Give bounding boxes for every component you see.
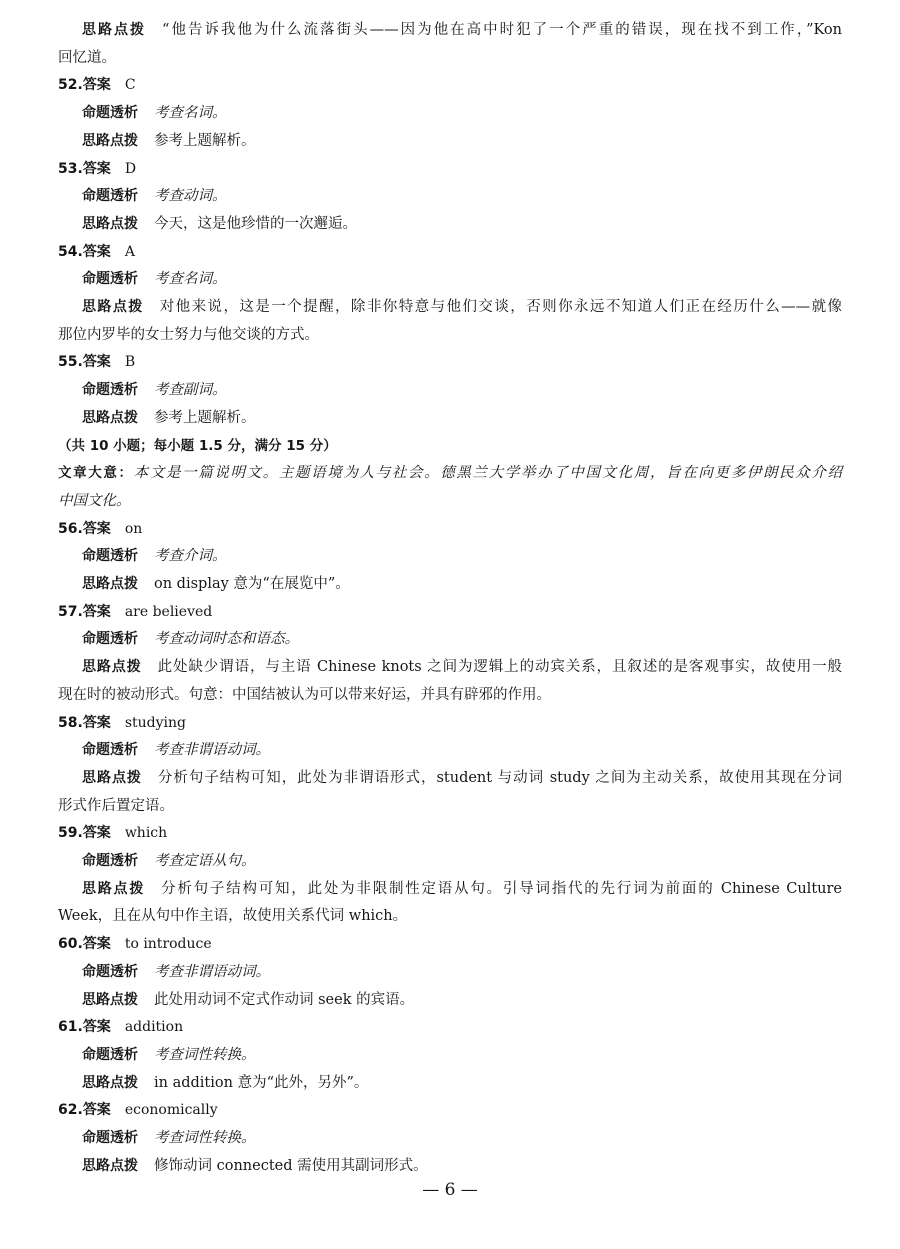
- continuation-line: [58, 904, 842, 928]
- summary-continuation-row: [0, 489, 900, 513]
- answer-row: [0, 932, 900, 956]
- hint-row: [0, 129, 900, 153]
- explanation-line: [82, 18, 842, 42]
- question-number: 58.: [58, 714, 83, 731]
- answer-label: 答案: [82, 714, 111, 731]
- hint-row: [0, 1071, 900, 1095]
- row-label: 思路点拨: [82, 215, 138, 232]
- answer-heading: [58, 821, 167, 845]
- analysis-row: [0, 1043, 900, 1067]
- hint-row: [0, 295, 900, 319]
- row-text: 参考上题解析。: [154, 132, 256, 149]
- continuation-text: 现在时的被动形式。句意：中国结被认为可以带来好运，并具有辟邪的作用。: [58, 686, 551, 703]
- row-label: 命题透析: [82, 548, 138, 565]
- section-heading-text: （共 10 小题；每小题 1.5 分，满分 15 分）: [58, 437, 337, 454]
- answer-value: addition: [124, 1019, 184, 1036]
- question-number: 53.: [58, 160, 83, 177]
- explanation-line: [82, 406, 842, 430]
- answer-label: 答案: [82, 354, 111, 371]
- row-label: 命题透析: [82, 382, 138, 399]
- question-number: 52.: [58, 77, 83, 94]
- continuation-line: [58, 683, 842, 707]
- analysis-row: [0, 184, 900, 208]
- explanation-line: [82, 378, 842, 402]
- continuation-text: 那位内罗毕的女士努力与他交谈的方式。: [58, 326, 319, 343]
- continuation-text: 回忆道。: [58, 49, 116, 66]
- answer-row: [0, 517, 900, 541]
- hint-row: [0, 212, 900, 236]
- explanation-line: [82, 544, 842, 568]
- answer-value: B: [124, 354, 136, 371]
- row-text: “他告诉我他为什么流落街头——因为他在高中时犯了一个严重的错误，现在找不到工作，”Kon: [162, 22, 842, 38]
- answer-row: [0, 350, 900, 374]
- question-number: 61.: [58, 1019, 83, 1036]
- row-text: 此处用动词不定式作动词 seek 的宾语。: [154, 991, 415, 1008]
- answer-heading: [58, 157, 136, 181]
- answer-heading: [58, 517, 142, 541]
- page-number: — 6 —: [422, 1180, 478, 1200]
- explanation-line: [82, 1043, 842, 1067]
- continuation-row: [0, 683, 900, 707]
- row-label: 命题透析: [82, 271, 138, 288]
- explanation-line: [82, 184, 842, 208]
- answer-heading: [58, 73, 136, 97]
- answer-label: 答案: [82, 825, 111, 842]
- hint-row: [0, 1154, 900, 1178]
- row-label: 思路点拨: [82, 1074, 138, 1091]
- row-text: 考查名词。: [154, 105, 227, 122]
- summary-row: [0, 461, 900, 485]
- row-text: on display 意为“在展览中”。: [154, 576, 350, 592]
- hint-row: [0, 406, 900, 430]
- answer-heading: [58, 350, 135, 374]
- hint-row: [0, 766, 900, 790]
- explanation-line: [82, 1126, 842, 1150]
- hint-row: [0, 988, 900, 1012]
- row-label: 命题透析: [82, 853, 138, 869]
- row-text: 此处缺少谓语，与主语 Chinese knots 之间为逻辑上的动宾关系，且叙述的是客观事实，故使用一般: [157, 659, 842, 676]
- summary-text: 本文是一篇说明文。主题语境为人与社会。德黑兰大学举办了中国文化周，旨在向更多伊朗民众介绍: [133, 465, 843, 482]
- continuation-row: [0, 794, 900, 818]
- answer-label: 答案: [82, 160, 111, 177]
- continuation-text: Week，且在从句中作主语，故使用关系代词 which。: [58, 908, 408, 925]
- answer-value: economically: [124, 1102, 218, 1119]
- explanation-line: [82, 129, 842, 153]
- analysis-row: [0, 849, 900, 873]
- hint-row: [0, 18, 900, 42]
- answer-label: 答案: [82, 936, 111, 953]
- explanation-line: [82, 766, 842, 790]
- row-label: 思路点拨: [82, 22, 147, 38]
- hint-row: [0, 655, 900, 679]
- continuation-line: [58, 323, 842, 347]
- question-number: 54.: [58, 243, 83, 260]
- answer-value: are believed: [124, 603, 213, 620]
- answer-row: [0, 821, 900, 845]
- explanation-line: [82, 849, 842, 873]
- summary-line: [58, 461, 842, 485]
- explanation-line: [82, 627, 842, 651]
- question-number: 62.: [58, 1102, 83, 1119]
- row-label: 思路点拨: [82, 576, 138, 592]
- answer-row: [0, 1015, 900, 1039]
- answer-label: 答案: [82, 77, 111, 94]
- row-text: 考查副词。: [154, 382, 227, 399]
- row-label: 思路点拨: [82, 1157, 138, 1174]
- answer-heading: [58, 600, 212, 624]
- analysis-row: [0, 101, 900, 125]
- answer-row: [0, 711, 900, 735]
- section-heading-row: [0, 434, 900, 458]
- row-label: 思路点拨: [82, 769, 142, 786]
- explanation-line: [82, 295, 842, 319]
- continuation-line: [58, 46, 842, 70]
- continuation-row: [0, 46, 900, 70]
- continuation-text: 形式作后置定语。: [58, 797, 174, 814]
- answer-heading: [58, 1098, 218, 1122]
- answer-value: which: [124, 825, 168, 842]
- answer-heading: [58, 1015, 183, 1039]
- answer-heading: [58, 240, 135, 264]
- analysis-row: [0, 1126, 900, 1150]
- row-text: 考查词性转换。: [154, 1046, 256, 1063]
- row-text: 考查非谓语动词。: [154, 742, 270, 759]
- question-number: 59.: [58, 825, 83, 842]
- continuation-row: [0, 323, 900, 347]
- explanation-line: [82, 988, 842, 1012]
- explanation-line: [82, 572, 842, 596]
- answer-heading: [58, 711, 186, 735]
- row-label: 思路点拨: [82, 132, 138, 149]
- answer-row: [0, 157, 900, 181]
- answer-row: [0, 73, 900, 97]
- row-label: 命题透析: [82, 631, 138, 648]
- row-text: 考查定语从句。: [154, 853, 256, 869]
- row-text: 分析句子结构可知，此处为非限制性定语从句。引导词指代的先行词为前面的 Chinese Culture: [161, 880, 842, 897]
- hint-row: [0, 572, 900, 596]
- summary-label: 文章大意：: [58, 465, 134, 482]
- row-text: 考查非谓语动词。: [154, 963, 270, 980]
- answer-label: 答案: [82, 243, 111, 260]
- analysis-row: [0, 378, 900, 402]
- continuation-row: [0, 904, 900, 928]
- answer-label: 答案: [82, 1102, 111, 1119]
- summary-continuation-text: 中国文化。: [58, 492, 131, 509]
- answer-row: [0, 1098, 900, 1122]
- question-number: 60.: [58, 936, 83, 953]
- analysis-row: [0, 544, 900, 568]
- analysis-row: [0, 267, 900, 291]
- analysis-row: [0, 627, 900, 651]
- explanation-line: [82, 738, 842, 762]
- answer-label: 答案: [82, 1019, 111, 1036]
- row-label: 命题透析: [82, 188, 138, 205]
- row-text: 考查动词。: [154, 188, 227, 205]
- row-text: 考查词性转换。: [154, 1130, 256, 1146]
- explanation-line: [82, 960, 842, 984]
- answer-label: 答案: [82, 520, 111, 537]
- answer-row: [0, 240, 900, 264]
- row-text: 考查介词。: [154, 548, 227, 565]
- row-text: 考查名词。: [154, 271, 227, 288]
- analysis-row: [0, 738, 900, 762]
- explanation-line: [82, 212, 842, 236]
- row-label: 思路点拨: [82, 880, 146, 897]
- answer-value: on: [124, 520, 143, 537]
- answer-value: to introduce: [124, 936, 212, 953]
- row-label: 思路点拨: [82, 659, 142, 676]
- answer-value: C: [124, 77, 136, 94]
- row-label: 思路点拨: [82, 409, 138, 426]
- row-text: 今天，这是他珍惜的一次邂逅。: [154, 215, 357, 232]
- analysis-row: [0, 960, 900, 984]
- answer-label: 答案: [82, 603, 111, 620]
- answer-value: D: [124, 160, 137, 177]
- row-label: 命题透析: [82, 105, 138, 122]
- question-number: 57.: [58, 603, 83, 620]
- explanation-line: [82, 267, 842, 291]
- question-number: 55.: [58, 354, 83, 371]
- row-label: 命题透析: [82, 742, 138, 759]
- answer-value: A: [124, 243, 135, 260]
- row-label: 命题透析: [82, 1130, 138, 1146]
- answer-heading: [58, 932, 212, 956]
- section-heading: [58, 434, 842, 458]
- row-text: 修饰动词 connected 需使用其副词形式。: [154, 1157, 428, 1174]
- answer-row: [0, 600, 900, 624]
- continuation-line: [58, 794, 842, 818]
- row-text: 对他来说，这是一个提醒，除非你特意与他们交谈，否则你永远不知道人们正在经历什么——就像: [159, 299, 842, 315]
- answer-value: studying: [124, 714, 186, 731]
- row-text: in addition 意为“此外，另外”。: [154, 1074, 369, 1091]
- row-label: 思路点拨: [82, 299, 144, 315]
- row-label: 思路点拨: [82, 991, 138, 1008]
- hint-row: [0, 877, 900, 901]
- row-text: 分析句子结构可知，此处为非谓语形式，student 与动词 study 之间为主动关系，故使用其现在分词: [157, 769, 842, 786]
- explanation-line: [82, 655, 842, 679]
- explanation-line: [82, 1154, 842, 1178]
- row-text: 考查动词时态和语态。: [154, 631, 299, 648]
- explanation-line: [82, 1071, 842, 1095]
- row-label: 命题透析: [82, 1046, 138, 1063]
- row-label: 命题透析: [82, 963, 138, 980]
- explanation-line: [82, 101, 842, 125]
- explanation-line: [82, 877, 842, 901]
- summary-continuation: [58, 489, 842, 513]
- question-number: 56.: [58, 520, 83, 537]
- row-text: 参考上题解析。: [154, 409, 256, 426]
